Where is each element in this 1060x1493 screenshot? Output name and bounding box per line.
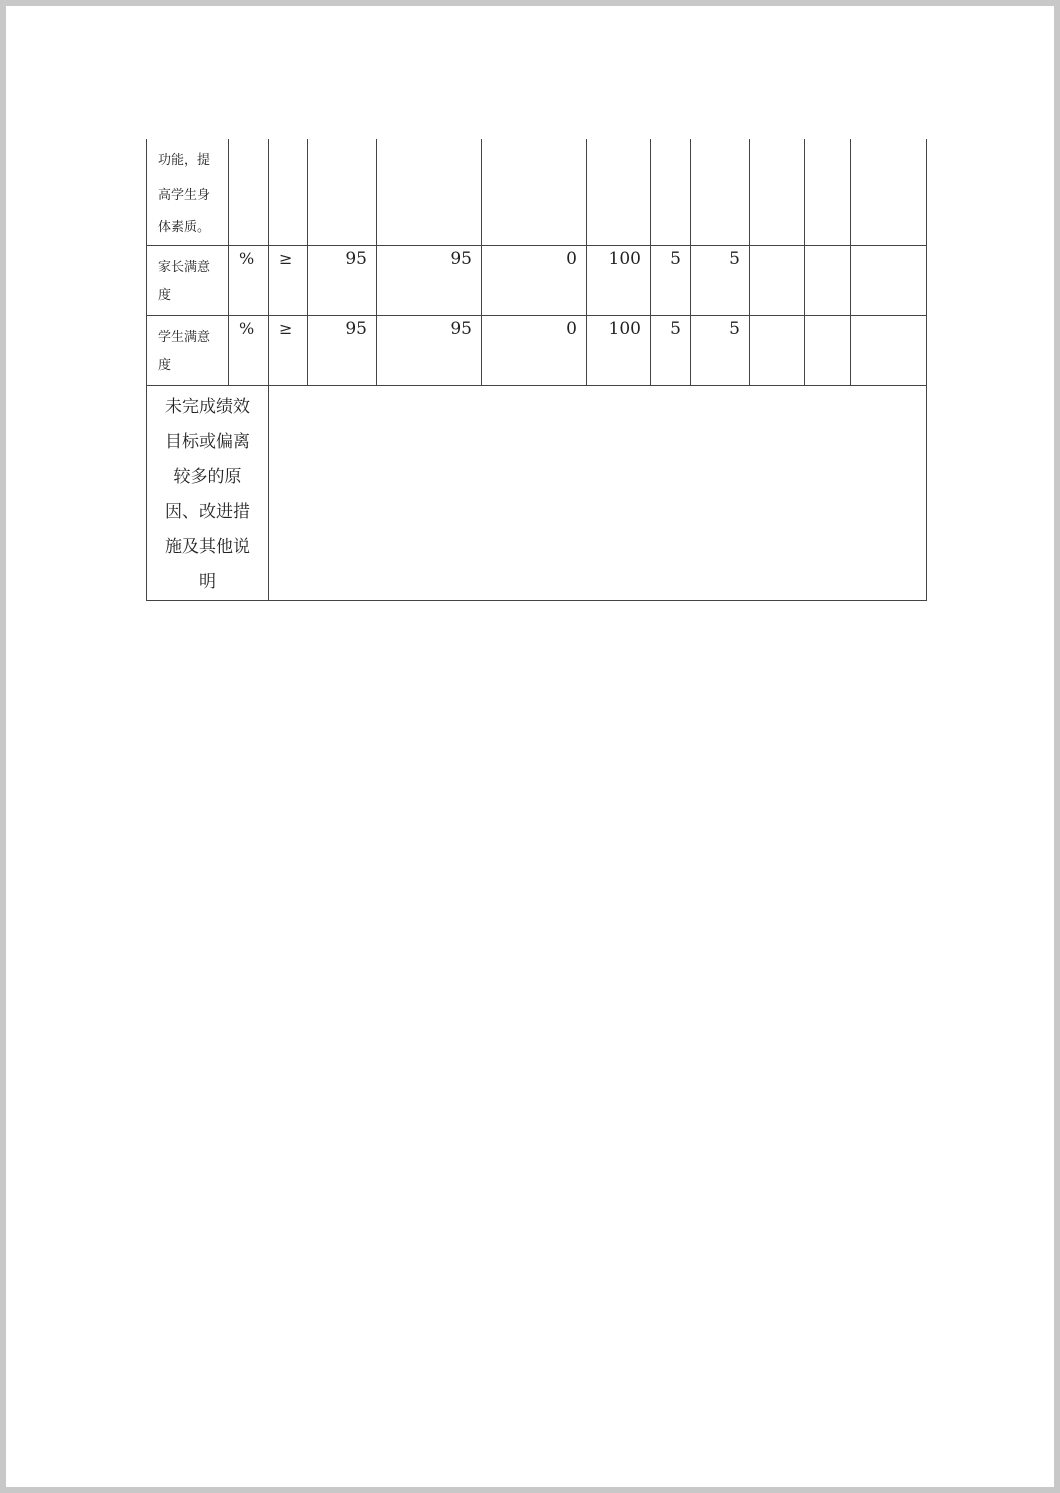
- empty-cell: [750, 315, 805, 385]
- table-row: [147, 315, 927, 385]
- operator-cell: ≥: [269, 245, 308, 315]
- empty-cell: [750, 245, 805, 315]
- notes-value-cell: [269, 385, 927, 600]
- empty-cell: [805, 139, 851, 245]
- table-row: [147, 139, 927, 245]
- empty-cell: [651, 139, 691, 245]
- completion-cell: 100: [587, 245, 651, 315]
- table-row: [147, 245, 927, 315]
- score-cell: 5: [691, 315, 750, 385]
- empty-cell: [482, 139, 587, 245]
- unit-cell: %: [229, 245, 269, 315]
- empty-cell: [587, 139, 651, 245]
- performance-table: [146, 139, 927, 601]
- empty-cell: [308, 139, 377, 245]
- deviation-cell: 0: [482, 315, 587, 385]
- empty-cell: [750, 139, 805, 245]
- target-cell: 95: [308, 245, 377, 315]
- indicator-cell: 家长满意 度: [147, 245, 229, 315]
- indicator-cell: 功能，提 高学生身 体素质。: [147, 139, 229, 245]
- empty-cell: [229, 139, 269, 245]
- unit-cell: %: [229, 315, 269, 385]
- notes-row: [147, 385, 927, 600]
- empty-cell: [851, 245, 927, 315]
- empty-cell: [377, 139, 482, 245]
- score-cell: 5: [691, 245, 750, 315]
- target-cell: 95: [308, 315, 377, 385]
- indicator-cell: 学生满意 度: [147, 315, 229, 385]
- empty-cell: [269, 139, 308, 245]
- completion-cell: 100: [587, 315, 651, 385]
- actual-cell: 95: [377, 315, 482, 385]
- notes-label-cell: 未完成绩效 目标或偏离 较多的原 因、改进措 施及其他说 明: [147, 385, 269, 600]
- empty-cell: [805, 245, 851, 315]
- weight-cell: 5: [651, 315, 691, 385]
- empty-cell: [851, 315, 927, 385]
- deviation-cell: 0: [482, 245, 587, 315]
- empty-cell: [851, 139, 927, 245]
- actual-cell: 95: [377, 245, 482, 315]
- weight-cell: 5: [651, 245, 691, 315]
- empty-cell: [805, 315, 851, 385]
- empty-cell: [691, 139, 750, 245]
- document-page: [6, 6, 1054, 1487]
- operator-cell: ≥: [269, 315, 308, 385]
